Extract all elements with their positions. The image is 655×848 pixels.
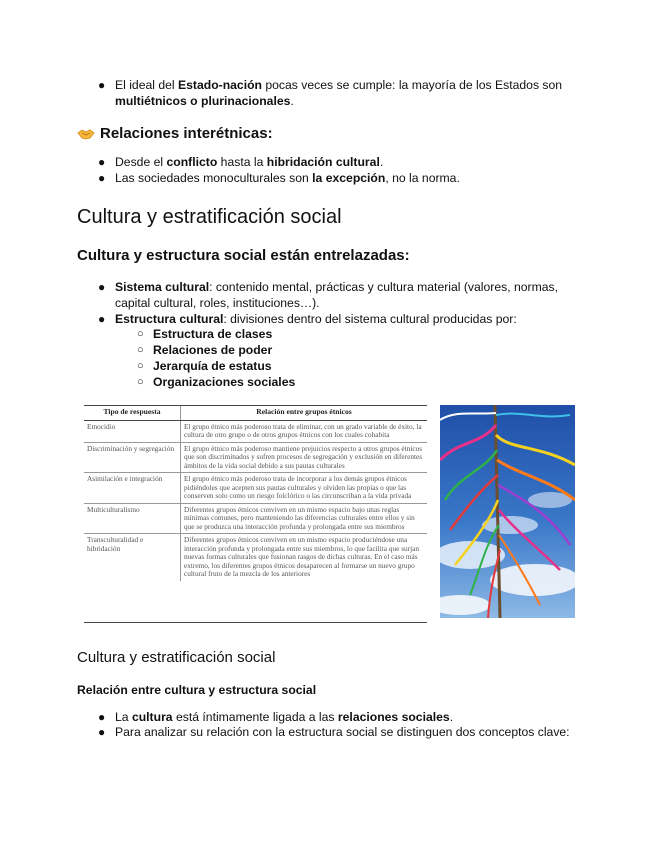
table-cell-type: Multiculturalismo: [84, 503, 181, 534]
bullet-line: El ideal del Estado-nación pocas veces se cumple: la mayoría de los Estados son: [115, 78, 563, 92]
table-cell-relation: El grupo étnico más poderoso trata de incorporar a los demás grupos étnicos pidiéndoles que acepten sus pautas culturales y olviden las propias o que las conserven solo como un riesgo folclórico o las circunscriban a la vida privada: [181, 473, 428, 504]
table-cell-relation: El grupo étnico más poderoso trata de eliminar, con un grado variable de éxito, la cultura de otro grupo o de otros grupos étnicos con los cuales cohabita: [181, 420, 428, 442]
bullet-line: multiétnicos o plurinacionales.: [115, 94, 294, 108]
subsection-title: Cultura y estructura social están entrelazadas:: [77, 247, 410, 264]
bullet-dot: ○: [137, 376, 144, 388]
bullet-line: Estructura cultural: divisiones dentro del sistema cultural producidas por:: [115, 312, 517, 326]
interethnic-heading-text: Relaciones interétnicas:: [100, 125, 273, 142]
table-cell-relation: El grupo étnico más poderoso mantiene prejuicios respecto a otros grupos étnicos que son discriminados y sufren procesos de segregación y exclusión en diferentes ámbitos de la vida social debido a sus pautas culturales: [181, 442, 428, 473]
interethnic-bullet: [98, 170, 590, 186]
ethnic-relations-table: [84, 405, 427, 623]
structure-subitem: [137, 342, 590, 358]
bullet-line: capital cultural, roles, instituciones…).: [115, 296, 320, 310]
structure-subitem: [137, 326, 590, 342]
table-cell-type: Etnocidio: [84, 420, 181, 442]
structure-subitem: [137, 374, 590, 390]
bullet-line: Sistema cultural: contenido mental, prácticas y cultura material (valores, normas,: [115, 280, 558, 294]
bullet-line: Estructura de clases: [153, 327, 273, 341]
bullet-dot: ○: [137, 344, 144, 356]
table-cell-relation: Diferentes grupos étnicos conviven en un mismo espacio produciéndose una interacción profunda y prolongada entre sus miembros, lo que facilita que surjan nuevas formas culturales que fusionan rasgos de dichas culturas. En el caso más extremo, los diferentes grupos étnicos desaparecen al formarse un nuevo grupo cultural fruto de la mezcla de los anteriores: [184, 535, 420, 578]
bottom-bullet: [98, 724, 590, 740]
table-cell-relation: Diferentes grupos étnicos conviven en un mismo espacio bajo unas reglas mínimas comunes, pero manteniendo las diferencias culturales entre ellos y sin que se produzca una interacción profunda y prolongada entre sus miembros: [181, 503, 428, 534]
bullet-line: Relaciones de poder: [153, 343, 273, 357]
bullet-dot: ●: [98, 78, 106, 92]
table-row: [84, 534, 427, 581]
table-row: [84, 420, 427, 442]
structure-subitem: [137, 358, 590, 374]
bottom-bullet: [98, 709, 590, 725]
table-header-type: Tipo de respuesta: [84, 406, 181, 420]
handshake-icon: [77, 127, 95, 141]
table-cell-type: Asimilación e integración: [84, 473, 181, 504]
bullet-line: Desde el conflicto hasta la hibridación cultural.: [115, 155, 384, 169]
table-row: [84, 473, 427, 504]
bullet-line: Las sociedades monoculturales son la excepción, no la norma.: [115, 171, 460, 185]
structure-bullet: [98, 279, 590, 311]
bullet-dot: ○: [137, 360, 144, 372]
table-row: [84, 442, 427, 473]
bullet-estado-nacion: [98, 77, 575, 109]
bullet-dot: ●: [98, 312, 106, 326]
section2-subtitle: Relación entre cultura y estructura social: [77, 683, 317, 697]
section-title: Cultura y estratificación social: [77, 206, 342, 228]
interethnic-heading: [77, 124, 273, 143]
section2-title: Cultura y estratificación social: [77, 649, 276, 666]
interethnic-bullet: [98, 154, 590, 170]
bullet-dot: ●: [98, 710, 106, 724]
table-cell-type: Transculturalidad e hibridación: [84, 534, 181, 581]
bullet-dot: ●: [98, 280, 106, 294]
table-cell-type: Discriminación y segregación: [84, 442, 181, 473]
bullet-line: Organizaciones sociales: [153, 375, 296, 389]
bullet-dot: ●: [98, 725, 106, 739]
table-row: [84, 503, 427, 534]
bullet-line: La cultura está íntimamente ligada a las relaciones sociales.: [115, 710, 454, 724]
bullet-dot: ●: [98, 171, 106, 185]
bullet-line: Jerarquía de estatus: [153, 359, 272, 373]
bullet-dot: ○: [137, 328, 144, 340]
table-header-relation: Relación entre grupos étnicos: [181, 406, 428, 420]
bullet-dot: ●: [98, 155, 106, 169]
ribbons-photo: [440, 405, 575, 618]
bullet-line: Para analizar su relación con la estructura social se distinguen dos conceptos clave:: [115, 725, 570, 739]
ribbons-image: [440, 405, 575, 618]
structure-bullet: [98, 311, 590, 327]
